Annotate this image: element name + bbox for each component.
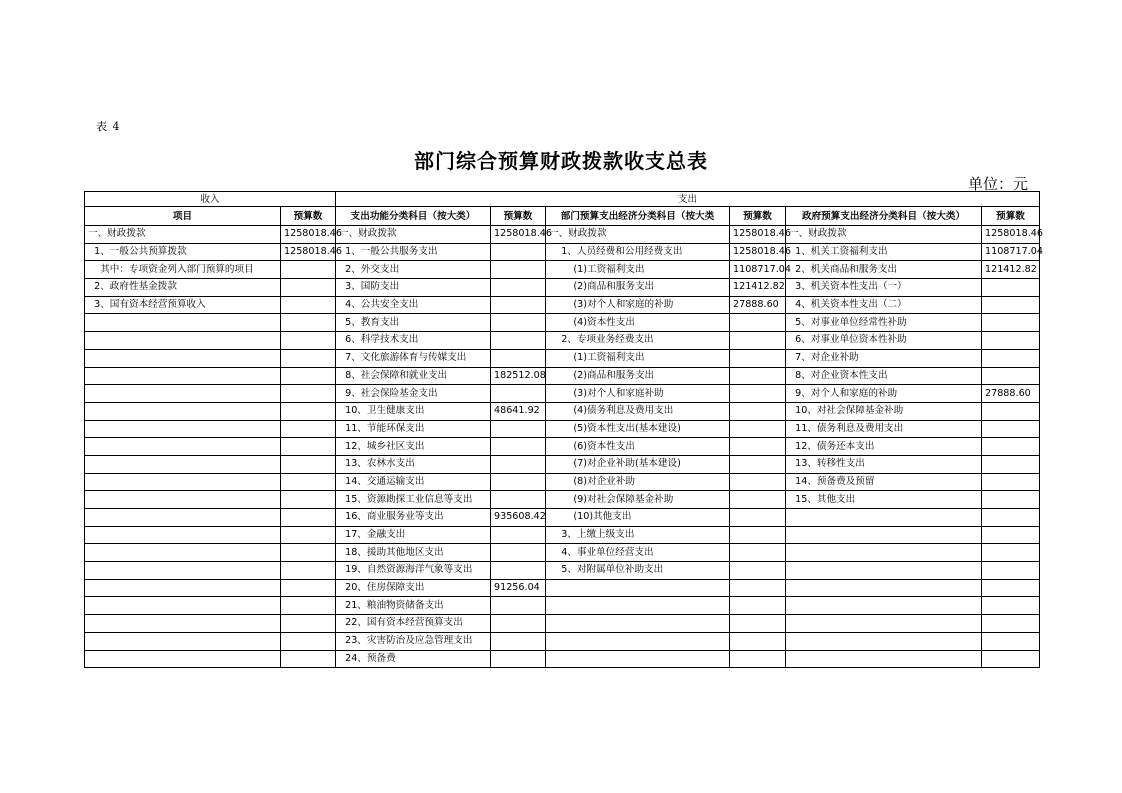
budget-amount-cell [491, 597, 546, 615]
item-label-cell [85, 455, 281, 473]
expense-group-header: 支出 [336, 192, 1040, 207]
column-header: 政府预算支出经济分类科目（按大类） [786, 207, 982, 226]
item-label-cell [85, 367, 281, 385]
item-label-cell [85, 579, 281, 597]
item-label-cell: 12、债务还本支出 [786, 438, 982, 456]
table-row [85, 650, 1040, 668]
table-row [85, 367, 1040, 385]
item-label-cell: 2、机关商品和服务支出 [786, 261, 982, 279]
item-label-cell: (2)商品和服务支出 [546, 367, 730, 385]
item-label-cell: 3、国有资本经营预算收入 [85, 296, 281, 314]
item-label-cell: 24、预备费 [336, 650, 491, 668]
budget-amount-cell [281, 562, 336, 580]
budget-amount-cell [982, 438, 1040, 456]
budget-amount-cell [281, 579, 336, 597]
budget-amount-cell [730, 615, 786, 633]
item-label-cell: 10、对社会保障基金补助 [786, 402, 982, 420]
item-label-cell: 12、城乡社区支出 [336, 438, 491, 456]
table-row [85, 261, 1040, 279]
budget-amount-cell [982, 332, 1040, 350]
item-label-cell [85, 597, 281, 615]
item-label-cell [85, 349, 281, 367]
column-header: 项目 [85, 207, 281, 226]
item-label-cell: 9、对个人和家庭的补助 [786, 385, 982, 403]
budget-amount-cell [982, 526, 1040, 544]
column-header: 预算数 [982, 207, 1040, 226]
item-label-cell [546, 579, 730, 597]
budget-amount-cell [982, 349, 1040, 367]
item-label-cell [786, 579, 982, 597]
item-label-cell: (3)对个人和家庭补助 [546, 385, 730, 403]
item-label-cell: 20、住房保障支出 [336, 579, 491, 597]
budget-amount-cell [982, 597, 1040, 615]
item-label-cell: 1、人员经费和公用经费支出 [546, 243, 730, 261]
budget-amount-cell [730, 579, 786, 597]
table-row [85, 438, 1040, 456]
item-label-cell [85, 332, 281, 350]
budget-amount-cell [281, 385, 336, 403]
column-header: 支出功能分类科目（按大类） [336, 207, 491, 226]
item-label-cell [85, 650, 281, 668]
budget-amount-cell [281, 509, 336, 527]
item-label-cell [546, 650, 730, 668]
budget-amount-cell: 1258018.46 [281, 226, 336, 244]
budget-amount-cell [491, 349, 546, 367]
budget-amount-cell [730, 526, 786, 544]
item-label-cell: 一、财政拨款 [336, 226, 491, 244]
item-label-cell: 1、一般公共预算拨款 [85, 243, 281, 261]
budget-amount-cell [730, 349, 786, 367]
budget-amount-cell [281, 367, 336, 385]
item-label-cell: 21、粮油物资储备支出 [336, 597, 491, 615]
budget-amount-cell: 1108717.04 [730, 261, 786, 279]
item-label-cell: 17、金融支出 [336, 526, 491, 544]
budget-amount-cell [281, 491, 336, 509]
budget-amount-cell [491, 243, 546, 261]
budget-amount-cell: 182512.08 [491, 367, 546, 385]
budget-amount-cell [491, 650, 546, 668]
table-row [85, 491, 1040, 509]
item-label-cell: 18、援助其他地区支出 [336, 544, 491, 562]
budget-amount-cell [491, 438, 546, 456]
item-label-cell [85, 526, 281, 544]
item-label-cell: (9)对社会保障基金补助 [546, 491, 730, 509]
item-label-cell: 14、交通运输支出 [336, 473, 491, 491]
item-label-cell: 10、卫生健康支出 [336, 402, 491, 420]
item-label-cell: (2)商品和服务支出 [546, 279, 730, 297]
budget-amount-cell [281, 349, 336, 367]
item-label-cell [85, 473, 281, 491]
budget-amount-cell [982, 562, 1040, 580]
budget-amount-cell [491, 420, 546, 438]
item-label-cell: 3、上缴上级支出 [546, 526, 730, 544]
item-label-cell [85, 615, 281, 633]
budget-amount-cell [491, 491, 546, 509]
item-label-cell: 11、债务利息及费用支出 [786, 420, 982, 438]
budget-amount-cell: 27888.60 [730, 296, 786, 314]
unit-label: 单位：元 [967, 175, 1028, 193]
item-label-cell: 15、其他支出 [786, 491, 982, 509]
budget-amount-cell [730, 509, 786, 527]
table-row [85, 226, 1040, 244]
budget-amount-cell [982, 455, 1040, 473]
item-label-cell: 6、对事业单位资本性补助 [786, 332, 982, 350]
budget-amount-cell [491, 296, 546, 314]
column-header: 部门预算支出经济分类科目（按大类 [546, 207, 730, 226]
budget-amount-cell [730, 438, 786, 456]
budget-amount-cell [730, 332, 786, 350]
budget-amount-cell [491, 526, 546, 544]
budget-amount-cell [491, 473, 546, 491]
item-label-cell: 8、对企业资本性支出 [786, 367, 982, 385]
budget-amount-cell [982, 509, 1040, 527]
budget-amount-cell [982, 402, 1040, 420]
item-label-cell: 3、国防支出 [336, 279, 491, 297]
item-label-cell: 13、农林水支出 [336, 455, 491, 473]
item-label-cell: 16、商业服务业等支出 [336, 509, 491, 527]
item-label-cell [85, 420, 281, 438]
budget-amount-cell: 1258018.46 [982, 226, 1040, 244]
item-label-cell: 1、一般公共服务支出 [336, 243, 491, 261]
item-label-cell: 2、外交支出 [336, 261, 491, 279]
budget-amount-cell [982, 420, 1040, 438]
budget-amount-cell [491, 261, 546, 279]
budget-amount-cell [491, 544, 546, 562]
item-label-cell [786, 544, 982, 562]
item-label-cell [85, 438, 281, 456]
item-label-cell [85, 385, 281, 403]
item-label-cell [85, 509, 281, 527]
budget-amount-cell [982, 544, 1040, 562]
budget-amount-cell [982, 279, 1040, 297]
item-label-cell: (7)对企业补助(基本建设) [546, 455, 730, 473]
item-label-cell: 5、教育支出 [336, 314, 491, 332]
budget-amount-cell [491, 279, 546, 297]
budget-amount-cell: 1258018.46 [730, 226, 786, 244]
table-row [85, 455, 1040, 473]
item-label-cell: 7、文化旅游体育与传媒支出 [336, 349, 491, 367]
budget-amount-cell [281, 650, 336, 668]
budget-amount-cell [281, 544, 336, 562]
budget-amount-cell [730, 385, 786, 403]
budget-amount-cell [982, 314, 1040, 332]
item-label-cell [786, 615, 982, 633]
item-label-cell: 22、国有资本经营预算支出 [336, 615, 491, 633]
item-label-cell: 19、自然资源海洋气象等支出 [336, 562, 491, 580]
table-row [85, 279, 1040, 297]
budget-amount-cell [730, 562, 786, 580]
item-label-cell: 5、对附属单位补助支出 [546, 562, 730, 580]
item-label-cell: 23、灾害防治及应急管理支出 [336, 632, 491, 650]
budget-amount-cell: 935608.42 [491, 509, 546, 527]
budget-amount-cell: 1258018.46 [491, 226, 546, 244]
budget-amount-cell [730, 367, 786, 385]
table-body [85, 226, 1043, 668]
item-label-cell: 5、对事业单位经常性补助 [786, 314, 982, 332]
table-number: 表 4 [96, 120, 121, 133]
table-row [85, 332, 1040, 350]
budget-amount-cell: 1258018.46 [730, 243, 786, 261]
item-label-cell [786, 509, 982, 527]
item-label-cell: 2、专项业务经费支出 [546, 332, 730, 350]
budget-amount-cell [982, 650, 1040, 668]
item-label-cell [546, 632, 730, 650]
item-label-cell: 15、资源勘探工业信息等支出 [336, 491, 491, 509]
budget-amount-cell [730, 420, 786, 438]
item-label-cell [546, 615, 730, 633]
budget-amount-cell [281, 261, 336, 279]
budget-amount-cell: 27888.60 [982, 385, 1040, 403]
item-label-cell: 9、社会保险基金支出 [336, 385, 491, 403]
budget-amount-cell [491, 615, 546, 633]
table-row [85, 562, 1040, 580]
budget-amount-cell [730, 402, 786, 420]
item-label-cell: (5)资本性支出(基本建设) [546, 420, 730, 438]
table-row [85, 544, 1040, 562]
item-label-cell: (4)资本性支出 [546, 314, 730, 332]
budget-amount-cell [491, 385, 546, 403]
item-label-cell [546, 597, 730, 615]
item-label-cell [85, 491, 281, 509]
item-label-cell [85, 632, 281, 650]
table-row [85, 632, 1040, 650]
budget-amount-cell: 121412.82 [982, 261, 1040, 279]
table-row [85, 615, 1040, 633]
table-row [85, 349, 1040, 367]
item-label-cell: 一、财政拨款 [85, 226, 281, 244]
budget-amount-cell: 1108717.04 [982, 243, 1040, 261]
item-label-cell: 4、机关资本性支出（二） [786, 296, 982, 314]
item-label-cell: 3、机关资本性支出（一） [786, 279, 982, 297]
table-row [85, 385, 1040, 403]
item-label-cell: 8、社会保障和就业支出 [336, 367, 491, 385]
budget-amount-cell [982, 579, 1040, 597]
budget-amount-cell [982, 473, 1040, 491]
item-label-cell [786, 562, 982, 580]
item-label-cell: 2、政府性基金拨款 [85, 279, 281, 297]
item-label-cell [85, 314, 281, 332]
item-label-cell [786, 632, 982, 650]
item-label-cell: 一、财政拨款 [546, 226, 730, 244]
item-label-cell [85, 544, 281, 562]
budget-amount-cell [281, 597, 336, 615]
item-label-cell: 7、对企业补助 [786, 349, 982, 367]
item-label-cell [786, 597, 982, 615]
table-row [85, 420, 1040, 438]
column-header: 预算数 [491, 207, 546, 226]
budget-amount-cell [281, 526, 336, 544]
item-label-cell: (1)工资福利支出 [546, 261, 730, 279]
budget-amount-cell [730, 597, 786, 615]
budget-amount-cell [730, 650, 786, 668]
budget-amount-cell [281, 279, 336, 297]
budget-amount-cell [281, 296, 336, 314]
budget-amount-cell [281, 632, 336, 650]
budget-amount-cell [281, 420, 336, 438]
item-label-cell: 13、转移性支出 [786, 455, 982, 473]
budget-amount-cell [281, 473, 336, 491]
item-label-cell: 4、事业单位经营支出 [546, 544, 730, 562]
table-row [85, 243, 1040, 261]
budget-amount-cell [281, 402, 336, 420]
item-label-cell [85, 402, 281, 420]
budget-amount-cell [730, 632, 786, 650]
column-header: 预算数 [730, 207, 786, 226]
document-title: 部门综合预算财政拨款收支总表 [414, 149, 708, 173]
budget-amount-cell [730, 491, 786, 509]
column-header-row [85, 207, 1040, 226]
budget-amount-cell [281, 438, 336, 456]
item-label-cell: (8)对企业补助 [546, 473, 730, 491]
item-label-cell [786, 650, 982, 668]
budget-amount-cell [491, 332, 546, 350]
item-label-cell: (10)其他支出 [546, 509, 730, 527]
table-row [85, 473, 1040, 491]
budget-amount-cell [281, 332, 336, 350]
budget-amount-cell [982, 491, 1040, 509]
table-row [85, 509, 1040, 527]
item-label-cell: 一、财政拨款 [786, 226, 982, 244]
item-label-cell: 6、科学技术支出 [336, 332, 491, 350]
budget-amount-cell: 1258018.46 [281, 243, 336, 261]
column-header: 预算数 [281, 207, 336, 226]
table-row [85, 296, 1040, 314]
budget-amount-cell [491, 314, 546, 332]
item-label-cell: (1)工资福利支出 [546, 349, 730, 367]
table-row [85, 526, 1040, 544]
item-label-cell [85, 562, 281, 580]
budget-amount-cell [982, 367, 1040, 385]
item-label-cell: 其中：专项资金列入部门预算的项目 [85, 261, 281, 279]
budget-amount-cell [982, 632, 1040, 650]
budget-amount-cell: 91256.04 [491, 579, 546, 597]
budget-amount-cell: 48641.92 [491, 402, 546, 420]
group-header-row [85, 192, 1040, 207]
item-label-cell: (4)债务利息及费用支出 [546, 402, 730, 420]
budget-amount-cell [281, 455, 336, 473]
table-row [85, 579, 1040, 597]
table-row [85, 314, 1040, 332]
item-label-cell: 14、预备费及预留 [786, 473, 982, 491]
budget-amount-cell [491, 455, 546, 473]
budget-amount-cell [491, 632, 546, 650]
budget-table [84, 191, 1043, 668]
income-group-header: 收入 [85, 192, 336, 207]
item-label-cell: (3)对个人和家庭的补助 [546, 296, 730, 314]
budget-amount-cell: 121412.82 [730, 279, 786, 297]
budget-amount-cell [491, 562, 546, 580]
budget-amount-cell [730, 455, 786, 473]
budget-amount-cell [982, 615, 1040, 633]
item-label-cell: (6)资本性支出 [546, 438, 730, 456]
budget-amount-cell [730, 314, 786, 332]
budget-amount-cell [982, 296, 1040, 314]
budget-amount-cell [730, 544, 786, 562]
item-label-cell [786, 526, 982, 544]
item-label-cell: 4、公共安全支出 [336, 296, 491, 314]
budget-amount-cell [281, 314, 336, 332]
table-row [85, 597, 1040, 615]
budget-amount-cell [730, 473, 786, 491]
table-row [85, 402, 1040, 420]
item-label-cell: 11、节能环保支出 [336, 420, 491, 438]
budget-amount-cell [281, 615, 336, 633]
item-label-cell: 1、机关工资福利支出 [786, 243, 982, 261]
